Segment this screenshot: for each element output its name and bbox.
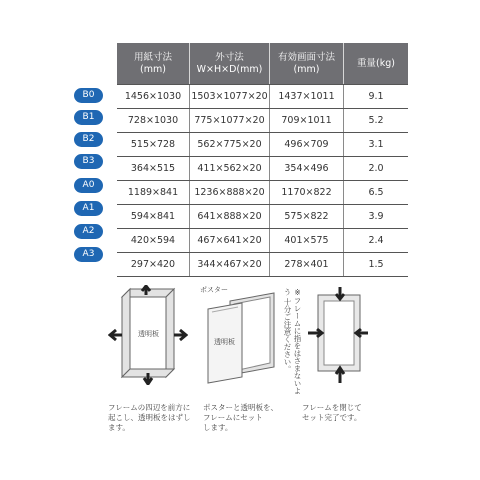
table-row: 297×420 344×467×20 278×401 1.5 — [117, 252, 408, 276]
step2-panel-label: 透明板 — [214, 338, 235, 346]
size-badge: A1 — [74, 201, 103, 216]
table-row: 364×515 411×562×20 354×496 2.0 — [117, 156, 408, 180]
spec-table — [117, 43, 408, 277]
header-weight: 重量(kg) — [357, 57, 395, 69]
table-row: 728×1030 775×1077×20 709×1011 5.2 — [117, 108, 408, 132]
poster-panel-icon — [200, 285, 280, 385]
size-badge: B0 — [74, 88, 103, 103]
header-paper: 用紙寸法 (mm) — [117, 43, 190, 84]
step3-caption: フレームを閉じて セット完了です。 — [302, 403, 362, 422]
step3-illustration — [300, 285, 370, 385]
step3-note: ※フレームに指をはさまないよう 十分ご注意ください。 — [283, 288, 302, 395]
table-row: 420×594 467×641×20 401×575 2.4 — [117, 228, 408, 252]
step1-illustration — [108, 285, 188, 385]
table-bottom-rule — [117, 276, 408, 277]
header-effective: 有効画面寸法 (mm) — [270, 43, 344, 84]
table-header — [117, 43, 408, 84]
size-badge: A0 — [74, 178, 103, 193]
step2-caption: ポスターと透明板を、 フレームにセット します。 — [203, 403, 278, 432]
header-outer: 外寸法 W×H×D(mm) — [190, 43, 270, 84]
table-row: 515×728 562×775×20 496×709 3.1 — [117, 132, 408, 156]
size-badge: A3 — [74, 247, 103, 262]
step1-label: 透明板 — [138, 330, 159, 338]
table-row: 1456×1030 1503×1077×20 1437×1011 9.1 — [117, 84, 408, 108]
size-badge: B3 — [74, 154, 103, 169]
size-badge: B2 — [74, 132, 103, 147]
step2-poster-label: ポスター — [200, 286, 228, 294]
step1-caption: フレームの四辺を前方に 起こし、透明板をはずし ます。 — [108, 403, 191, 432]
step2-illustration — [200, 285, 280, 385]
table-row: 1189×841 1236×888×20 1170×822 6.5 — [117, 180, 408, 204]
size-badge: B1 — [74, 110, 103, 125]
frame-close-icon — [300, 285, 370, 385]
size-badge: A2 — [74, 224, 103, 239]
table-row: 594×841 641×888×20 575×822 3.9 — [117, 204, 408, 228]
